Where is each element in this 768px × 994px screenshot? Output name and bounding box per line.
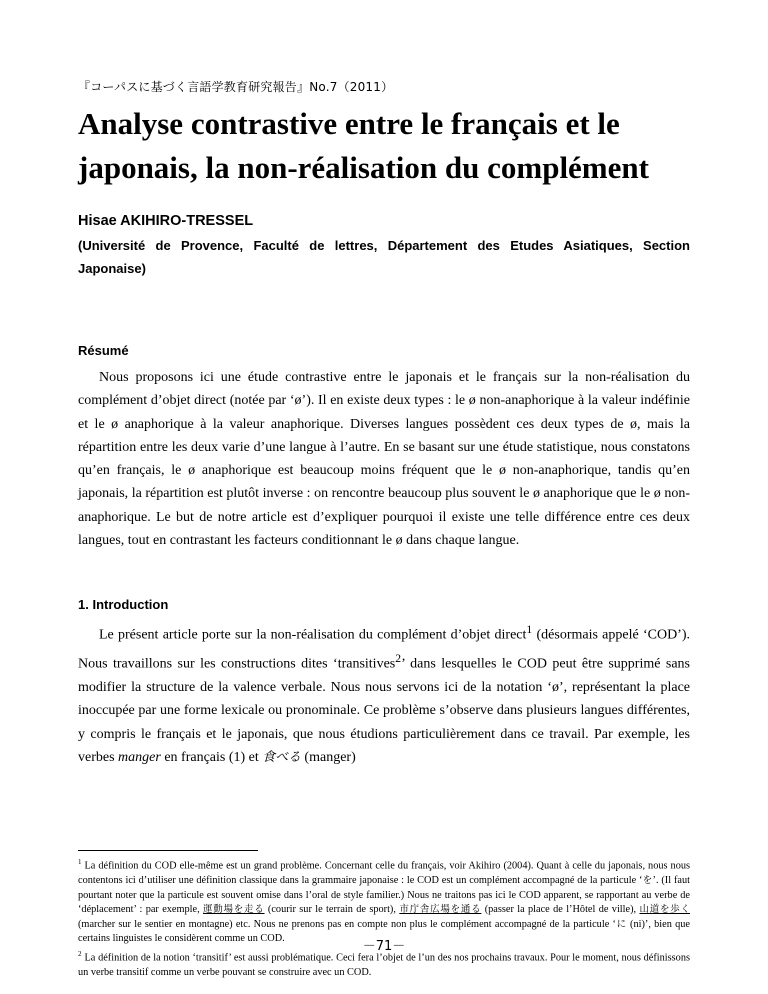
- example-3-gloss: (marcher sur le sentier en montagne) etc. Nous ne prenons pas en compte non plus le complément accompagné de la particule ‘: [78, 918, 616, 930]
- footnote-number-1: 1: [78, 858, 82, 866]
- intro-text-5: (manger): [300, 749, 356, 765]
- resume-paragraph: Nous proposons ici une étude contrastive entre le japonais et le français sur la non-réalisation du complément d’objet direct (notée par ‘ø’). Il en existe deux types : le ø non-anaphorique à la valeur indéfinie et le ø anaphorique à la valeur anaphorique. Diverses langues possèdent ces deux types de ø, mais la répartition entre les deux varie d’une langue à l’autre. En se basant sur une étude statistique, nous constatons qu’en français, le ø anaphorique est beaucoup moins fréquent que le ø non-anaphorique, tandis qu’en japonais, la répartition est plutôt inverse : on rencontre beaucoup plus souvent le ø anaphorique que le ø non-anaphorique. Le but de notre article est d’expliquer pourquoi il existe une telle différence entre ces deux langues, tout en contrastant les facteurs conditionnant le ø dans chaque langue.: [78, 370, 690, 549]
- title-line-2: japonais, la non-réalisation du complément: [78, 150, 649, 185]
- footnote-1-text-a: La définition du COD elle-même est un grand problème. Concernant celle du français, voir Akihiro (2004). Quant à celle du japonais, nous nous contentons ici d’utiliser une définition classique dans la grammaire japonaise : le COD est un complément accompagné de la particule ‘: [78, 860, 690, 887]
- page-number: －71－: [362, 939, 406, 954]
- introduction-section: [78, 618, 690, 769]
- example-1: 運動場を走る: [203, 904, 265, 916]
- intro-text-2: (désormais appelé ‘COD’). Nous travaillons sur les constructions dites ‘transitives: [78, 627, 691, 672]
- author-name: Hisae AKIHIRO-TRESSEL: [78, 213, 254, 229]
- footnote-separator: [78, 850, 258, 851]
- footnote-1-text-b: ’. (Il faut pourtant noter que la particule est souvent omise dans l’oral de style familier.) Nous ne traitons pas ici le COD apparent, se rapportant au verbe de ‘déplacement’ : par exemple,: [78, 875, 690, 916]
- intro-text-4: en français (1) et: [160, 749, 263, 765]
- footnote-1-text-c: (ni)’, bien que certains linguistes le considèrent comme un COD.: [78, 918, 690, 945]
- footnote-ref-1[interactable]: 1: [526, 623, 533, 636]
- resume-section: [78, 366, 690, 552]
- footnote-1: [78, 855, 690, 947]
- intro-text-1: Le présent article porte sur la non-réalisation du complément d’objet direct: [99, 627, 527, 643]
- introduction-heading: 1. Introduction: [78, 597, 169, 612]
- verb-french: manger: [118, 749, 161, 765]
- introduction-paragraph: [78, 618, 690, 769]
- footnotes: [78, 855, 690, 981]
- resume-heading: Résumé: [78, 343, 129, 358]
- particle-ni: に: [615, 918, 627, 930]
- example-2: 市庁舎広場を通る: [399, 904, 482, 916]
- footnote-2-text: La définition de la notion ‘transitif’ est aussi problématique. Ceci fera l’objet de l’un des nos prochains travaux. Pour le moment, nous définissons un verbe transitif comme un verbe pouvant se construire avec un COD.: [78, 952, 690, 978]
- verb-japanese: 食べる: [262, 749, 301, 765]
- author-affiliation: (Université de Provence, Faculté de lettres, Département des Etudes Asiatiques, Section Japonaise): [78, 238, 690, 276]
- journal-header: 『コーパスに基づく言語学教育研究報告』No.7（2011）: [78, 80, 394, 94]
- particle-wo: を: [642, 875, 653, 887]
- footnote-number-2: 2: [78, 949, 82, 958]
- intro-text-3: ’ dans lesquelles le COD peut être supprimé sans modifier la structure de la valence verbale. Nous nous servons ici de la notation ‘ø’, représentant la place inoccupée par une forme lexicale ou pronominale. Ce problème s’observe dans plusieurs langues différentes, y compris le français et le japonais, que nous étudions particulièrement dans ce travail. Par exemple, les verbes: [78, 656, 690, 765]
- title-line-1: Analyse contrastive entre le français et le: [78, 106, 620, 141]
- example-1-gloss: (courir sur le terrain de sport),: [264, 904, 400, 916]
- example-3: 山道を歩く: [639, 904, 690, 916]
- footnote-ref-2[interactable]: 2: [395, 651, 402, 665]
- example-2-gloss: (passer la place de l’Hôtel de ville),: [481, 904, 640, 916]
